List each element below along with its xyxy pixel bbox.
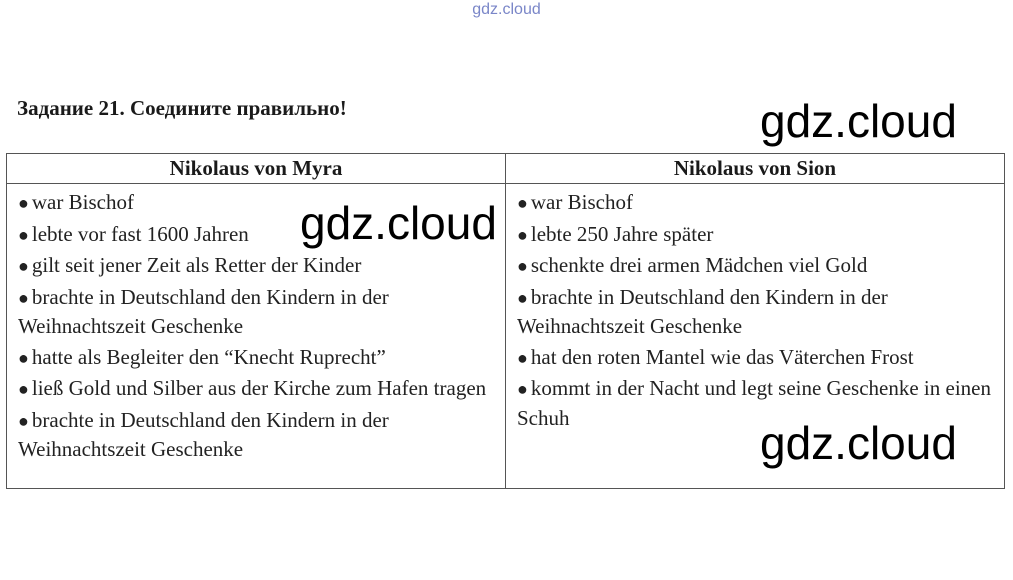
watermark: gdz.cloud bbox=[760, 417, 957, 469]
bullet-icon: ● bbox=[18, 224, 29, 245]
bullet-icon: ● bbox=[18, 287, 29, 308]
bullet-icon: ● bbox=[517, 347, 528, 368]
list-item: ● brachte in Deutschland den Kindern in der Weihnachtszeit Geschenke bbox=[18, 284, 389, 338]
list-item: ● ließ Gold und Silber aus der Kirche zum Hafen tragen bbox=[18, 376, 487, 400]
bullet-icon: ● bbox=[517, 379, 528, 399]
list-item: ● hat den roten Mantel wie das Väterchen Frost bbox=[517, 344, 914, 369]
list-item: ● lebte 250 Jahre später bbox=[517, 221, 714, 246]
bullet-icon: ● bbox=[18, 256, 29, 276]
bullet-icon: ● bbox=[517, 256, 528, 276]
list-item: ● hatte als Begleiter den “Knecht Ruprecht” bbox=[18, 344, 386, 369]
bullet-icon: ● bbox=[18, 193, 29, 213]
watermark: gdz.cloud bbox=[760, 95, 957, 147]
bullet-icon: ● bbox=[18, 379, 29, 399]
list-item: ● war Bischof bbox=[18, 190, 134, 214]
bullet-icon: ● bbox=[517, 193, 528, 213]
list-item: ● schenkte drei armen Mädchen viel Gold bbox=[517, 253, 868, 277]
list-item: ● brachte in Deutschland den Kindern in der Weihnachtszeit Geschenke bbox=[18, 407, 389, 461]
bullet-icon: ● bbox=[517, 287, 528, 308]
list-item: ● lebte vor fast 1600 Jahren bbox=[18, 221, 249, 246]
bullet-icon: ● bbox=[18, 347, 29, 368]
list-item: ● kommt in der Nacht und legt seine Geschenke in einen Schuh bbox=[517, 376, 991, 430]
watermark: gdz.cloud bbox=[300, 197, 497, 249]
list-item: ● brachte in Deutschland den Kindern in der Weihnachtszeit Geschenke bbox=[517, 284, 888, 338]
list-item: ● gilt seit jener Zeit als Retter der Kinder bbox=[18, 253, 362, 277]
task-title: Задание 21. Соедините правильно! bbox=[17, 96, 347, 120]
list-item: ● war Bischof bbox=[517, 190, 633, 214]
column-header-myra: Nikolaus von Myra bbox=[7, 154, 506, 184]
column-header-sion: Nikolaus von Sion bbox=[506, 154, 1005, 184]
bullet-icon: ● bbox=[18, 410, 29, 431]
bullet-icon: ● bbox=[517, 224, 528, 245]
top-watermark: gdz.cloud bbox=[472, 1, 541, 18]
